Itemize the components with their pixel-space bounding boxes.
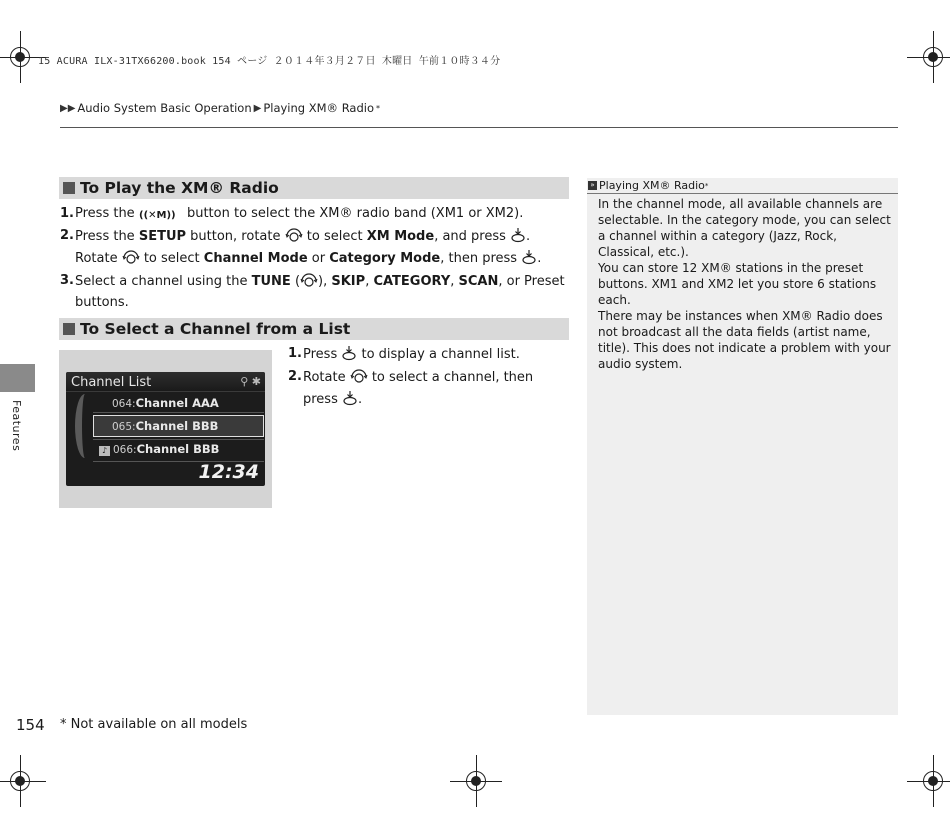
step-text: . xyxy=(358,392,363,407)
row-divider xyxy=(93,439,264,440)
bluetooth-icon: ⚲ ✱ xyxy=(240,375,261,388)
print-header: 15 ACURA ILX-31TX66200.book 154 ページ ２０１４年３月２７日 木曜日 午前１０時３４分 xyxy=(38,56,501,67)
step-text: . xyxy=(537,251,542,266)
step-text: , xyxy=(450,273,459,289)
channel-name: Channel BBB xyxy=(135,419,219,433)
channel-number: 064: xyxy=(112,398,136,410)
step-text: , xyxy=(365,273,374,289)
xm-mode-label: XM Mode xyxy=(366,228,435,244)
registration-mark-bottom-center xyxy=(456,761,496,801)
section-title: To Play the XM® Radio xyxy=(80,179,279,197)
step-text: Press xyxy=(303,347,342,362)
step-number: 1. xyxy=(60,206,74,221)
xm-band-button-icon xyxy=(139,208,183,227)
features-tab-label: Features xyxy=(10,400,23,452)
selector-knob-rotate-icon xyxy=(350,368,368,391)
breadcrumb-link-playing-xm[interactable]: Playing XM® Radio xyxy=(263,101,375,115)
step-text: ( xyxy=(290,273,301,289)
tune-label: TUNE xyxy=(251,273,291,289)
registration-mark-bottom-right xyxy=(913,761,950,801)
step-text: ), xyxy=(318,273,332,289)
features-tab-marker[interactable] xyxy=(0,364,35,392)
selector-knob-press-icon xyxy=(341,345,357,368)
section-marker-icon xyxy=(63,323,75,335)
breadcrumb-arrow: ▶ xyxy=(253,102,262,114)
setup-button-label: SETUP xyxy=(138,228,187,244)
channel-list-item-selected[interactable] xyxy=(112,419,218,433)
channel-name: Channel AAA xyxy=(135,396,219,410)
channel-list-item[interactable] xyxy=(112,396,219,410)
step-1 xyxy=(60,205,570,227)
footnote: * Not available on all models xyxy=(60,717,248,732)
step-text: to select xyxy=(302,228,367,244)
channel-list-screenshot-frame xyxy=(59,350,272,508)
screen-title: Channel List xyxy=(71,375,152,390)
section1-steps xyxy=(60,205,570,313)
channel-list-item[interactable] xyxy=(99,442,219,456)
registration-mark-bottom-left xyxy=(0,761,40,801)
sidebar-heading xyxy=(587,178,898,194)
step-number: 2. xyxy=(60,227,74,243)
step-number: 1. xyxy=(288,346,302,361)
sidebar-paragraph: In the channel mode, all available channels are selectable. In the category mode, you can select a channel within a category (Jazz, Rock, Classical, etc.). xyxy=(598,197,891,259)
sidebar-note xyxy=(587,178,898,715)
selector-arc-icon xyxy=(75,394,95,458)
step-text: , and press xyxy=(434,228,511,244)
step-text: to select a channel, then press xyxy=(303,369,534,407)
sidebar-heading-text: Playing XM® Radio xyxy=(599,179,705,192)
music-note-icon: ♪ xyxy=(99,446,110,456)
page-number: 154 xyxy=(16,716,45,734)
channel-number: 065: xyxy=(112,421,136,433)
breadcrumb-link-audio-system[interactable]: Audio System Basic Operation xyxy=(77,101,252,115)
section-heading-select-channel xyxy=(59,318,569,340)
step-text: button, rotate xyxy=(186,228,285,244)
channel-number: 066: xyxy=(113,444,137,456)
step-text: to display a channel list. xyxy=(357,347,520,362)
section-title: To Select a Channel from a List xyxy=(80,320,351,338)
selector-knob-press-icon xyxy=(521,249,537,272)
step-text: Select a channel using the xyxy=(75,273,252,289)
selector-knob-press-icon xyxy=(342,390,358,413)
category-mode-label: Category Mode xyxy=(329,251,441,266)
step-text: . Rotate xyxy=(75,228,531,266)
breadcrumb-arrows: ▶▶ xyxy=(60,102,76,114)
skip-label: SKIP xyxy=(331,273,366,289)
step-3 xyxy=(60,272,570,313)
channel-list-screen xyxy=(66,372,265,486)
section2-steps xyxy=(288,345,568,413)
svg-text:((✕M)): ((✕M)) xyxy=(138,210,176,220)
channel-name: Channel BBB xyxy=(136,442,220,456)
sidebar-asterisk: * xyxy=(704,181,709,190)
step-text: , then press xyxy=(440,251,522,266)
sidebar-paragraph: You can store 12 XM® stations in the preset buttons. XM1 and XM2 let you store 6 stations each. xyxy=(598,261,877,307)
selector-knob-rotate-icon xyxy=(122,249,140,272)
step-2 xyxy=(288,368,568,413)
step-1 xyxy=(288,345,568,368)
section-marker-icon xyxy=(63,182,75,194)
breadcrumb xyxy=(60,101,380,115)
selector-knob-press-icon xyxy=(510,227,526,250)
sidebar-paragraph: There may be instances when XM® Radio does not broadcast all the data fields (artist name, title). This does not indicate a problem with your audio system. xyxy=(598,309,891,371)
step-2 xyxy=(60,227,570,272)
step-text: Press the xyxy=(75,206,139,221)
registration-mark-top-right xyxy=(913,37,950,77)
scan-label: SCAN xyxy=(458,273,499,289)
step-text: to select xyxy=(139,251,204,266)
step-text: , or Preset buttons. xyxy=(75,273,565,310)
step-text: Rotate xyxy=(303,369,350,385)
category-label: CATEGORY xyxy=(373,273,451,289)
breadcrumb-asterisk: * xyxy=(376,103,381,113)
section-heading-play-xm xyxy=(59,177,569,199)
selector-knob-rotate-icon xyxy=(300,272,318,295)
row-divider xyxy=(93,412,264,413)
step-text: button to select the XM® radio band (XM1 or XM2). xyxy=(182,206,524,221)
reference-arrow-icon: » xyxy=(588,181,597,190)
channel-mode-label: Channel Mode xyxy=(203,251,308,266)
registration-mark-top-left xyxy=(0,37,40,77)
step-number: 3. xyxy=(60,272,74,288)
step-number: 2. xyxy=(288,368,302,384)
selector-knob-rotate-icon xyxy=(285,227,303,250)
clock-display: 12:34 xyxy=(198,461,259,483)
header-rule xyxy=(60,127,898,128)
step-text: Press the xyxy=(75,228,139,244)
step-text: or xyxy=(307,251,330,266)
